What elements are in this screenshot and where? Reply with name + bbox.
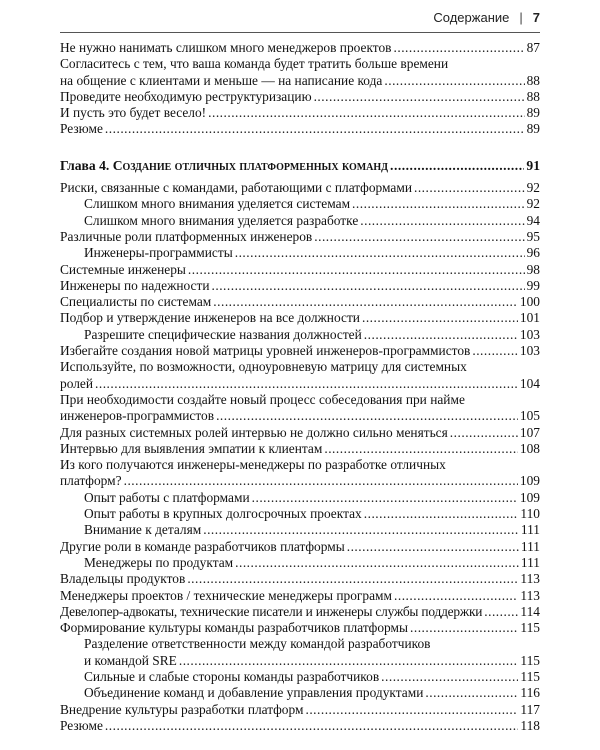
toc-subentry[interactable] [60,245,540,261]
dot-leader [394,588,518,604]
toc-entry-page: 103 [519,343,540,359]
toc-entry-title: Резюме [60,121,103,137]
toc-entry[interactable] [60,571,540,587]
table-of-contents [60,40,540,734]
dot-leader [347,539,519,555]
toc-entry-page: 99 [526,277,540,293]
toc-entry-page: 89 [526,121,540,137]
toc-entry-page: 104 [519,375,540,391]
toc-entry-title: Внимание к деталям [84,522,202,538]
toc-entry-page: 94 [526,212,540,228]
page-number: 7 [532,10,540,25]
toc-entry-title-line: Используйте, по возможности, одноуровневую матрицу для системных [60,359,467,375]
toc-entry-page: 115 [520,652,540,668]
toc-entry-title: Опыт работы в крупных долгосрочных проектах [84,506,362,522]
toc-subentry[interactable] [60,555,540,571]
toc-entry-title: платформ? [60,473,122,489]
toc-entry-title: Разрешите специфические названия должностей [84,326,362,342]
dot-leader [390,158,524,174]
toc-entry-title: Специалисты по системам [60,294,212,310]
dot-leader [213,294,518,310]
dot-leader [364,327,518,343]
toc-entry-page: 95 [526,228,540,244]
toc-entry-page: 92 [526,196,540,212]
toc-chapter-heading[interactable] [60,158,540,174]
toc-entry-page: 92 [526,180,540,196]
toc-entry-page: 111 [520,554,540,570]
dot-leader [364,506,519,522]
toc-entry-title: Сильные и слабые стороны команды разработчиков [84,668,380,684]
dot-leader [314,89,525,105]
toc-subentry[interactable] [60,327,540,343]
toc-entry-title: Слишком много внимания уделяется разработке [84,212,359,228]
toc-entry-title-line: При необходимости создайте новый процесс собеседования при найме [60,391,465,407]
toc-entry-page: 114 [520,603,540,619]
dot-leader [235,555,519,571]
dot-leader [105,121,525,137]
dot-leader [394,40,525,56]
toc-entry-page: 115 [520,668,540,684]
dot-leader [216,408,518,424]
dot-leader [410,620,518,636]
toc-entry-page: 110 [520,506,540,522]
toc-subentry[interactable] [60,196,540,212]
toc-entry-title: Менеджеры проектов / технические менеджеры программ [60,587,392,603]
dot-leader [305,702,518,718]
toc-entry-page: 101 [519,310,540,326]
dot-leader [414,180,525,196]
toc-entry-title: Внедрение культуры разработки платформ [60,701,304,717]
toc-entry-page: 100 [519,294,540,310]
dot-leader [179,653,519,669]
toc-entry-title: И пусть это будет весело! [60,105,207,121]
dot-leader [95,376,518,392]
toc-entry-page: 107 [519,424,540,440]
toc-entry-title: Менеджеры по продуктам [84,554,234,570]
toc-entry[interactable] [60,89,540,105]
toc-entry-page: 89 [526,105,540,121]
toc-subentry[interactable] [60,213,540,229]
toc-entry-title: Интервью для выявления эмпатии к клиентам [60,440,323,456]
toc-entry-page: 116 [520,685,540,701]
toc-subentry[interactable] [60,490,540,506]
toc-entry-title-line: Разделение ответственности между командой разработчиков [84,636,431,652]
dot-leader [362,310,518,326]
toc-entry[interactable] [60,539,540,555]
toc-entry-page: 87 [526,40,540,55]
toc-entry[interactable] [60,343,540,359]
toc-entry[interactable] [60,278,540,294]
toc-entry[interactable] [60,294,540,310]
toc-entry-page: 98 [526,261,540,277]
toc-entry[interactable] [60,105,540,121]
toc-entry-page: 96 [526,245,540,261]
chapter-label: Глава 4. [60,157,110,173]
dot-leader [203,522,519,538]
dot-leader [235,245,525,261]
dot-leader [212,278,525,294]
toc-entry-title: на общение с клиентами и меньше — на написание кода [60,72,383,88]
toc-entry-title: Проведите необходимую реструктуризацию [60,88,312,104]
toc-entry[interactable] [60,262,540,278]
toc-subentry[interactable] [60,636,540,669]
toc-entry-page: 117 [520,701,540,717]
toc-entry-page: 111 [520,522,540,538]
toc-entry-title: Резюме [60,717,103,733]
toc-entry-title: Объединение команд и добавление управления продуктами [84,685,424,701]
toc-subentry[interactable] [60,669,540,685]
toc-entry[interactable] [60,718,540,734]
toc-entry-title: Формирование культуры команды разработчиков платформы [60,620,409,636]
dot-leader [425,685,518,701]
toc-entry[interactable] [60,392,540,425]
toc-subentry[interactable] [60,522,540,538]
header-separator: | [519,10,523,25]
dot-leader [324,441,518,457]
dot-leader [360,213,524,229]
toc-entry[interactable] [60,229,540,245]
toc-entry-page: 113 [520,571,540,587]
toc-entry[interactable] [60,121,540,137]
running-header [433,10,540,25]
toc-entry[interactable] [60,425,540,441]
dot-leader [484,604,518,620]
toc-entry-page: 103 [519,326,540,342]
toc-entry[interactable] [60,604,540,620]
toc-entry-title-line: Согласитесь с тем, что ваша команда будет тратить больше времени [60,56,449,72]
toc-entry-page: 109 [519,473,540,489]
dot-leader [314,229,524,245]
toc-entry-title: Инженеры-программисты [84,245,233,261]
toc-subentry[interactable] [60,685,540,701]
toc-entry-title: Риски, связанные с командами, работающими с платформами [60,180,412,196]
toc-entry-page: 88 [526,88,540,104]
dot-leader [124,473,518,489]
toc-entry-title: Владельцы продуктов [60,571,186,587]
toc-entry-title: Другие роли в команде разработчиков платформы [60,538,345,554]
toc-entry-title: ролей [60,375,94,391]
toc-entry[interactable] [60,359,540,392]
dot-leader [208,105,524,121]
toc-entry-title: Слишком много внимания уделяется системам [84,196,351,212]
toc-entry-page: 88 [526,72,540,88]
toc-entry-page: 118 [520,717,540,733]
toc-entry[interactable] [60,441,540,457]
toc-entry[interactable] [60,588,540,604]
toc-entry-title: Для разных системных ролей интервью не должно сильно меняться [60,424,448,440]
toc-entry-title: Подбор и утверждение инженеров на все должности [60,310,360,326]
toc-entry-title: Избегайте создания новой матрицы уровней инженеров-программистов [60,343,471,359]
toc-entry[interactable] [60,40,540,56]
toc-entry[interactable] [60,310,540,326]
toc-entry-title: Различные роли платформенных инженеров [60,228,313,244]
toc-entry-title: Системные инженеры [60,261,186,277]
dot-leader [187,571,518,587]
chapter-title: Создание отличных платформенных команд [112,157,389,173]
dot-leader [450,425,518,441]
dot-leader [472,343,518,359]
toc-subentry[interactable] [60,506,540,522]
toc-entry-title-line: Из кого получаются инженеры-менеджеры по разработке отличных [60,457,446,473]
toc-entry[interactable] [60,56,540,89]
toc-entry-title: Девелопер-адвокаты, технические писатели и инженеры службы поддержки [60,603,483,619]
toc-entry-title: Инженеры по надежности [60,277,210,293]
toc-entry[interactable] [60,702,540,718]
toc-entry-title: инженеров-программистов [60,408,215,424]
toc-entry-title: и командой SRE [84,652,177,668]
toc-entry-page: 115 [520,620,540,636]
dot-leader [188,262,525,278]
toc-entry[interactable] [60,457,540,490]
toc-entry-title: Опыт работы с платформами [84,489,250,505]
dot-leader [384,73,524,89]
toc-entry-page: 91 [526,157,540,173]
section-title: Содержание [433,10,510,25]
toc-entry[interactable] [60,180,540,196]
dot-leader [105,718,518,734]
toc-entry-title: Не нужно нанимать слишком много менеджеров проектов [60,40,392,55]
toc-entry-page: 113 [520,587,540,603]
dot-leader [352,196,525,212]
toc-entry-page: 109 [519,489,540,505]
toc-entry-page: 105 [519,408,540,424]
dot-leader [381,669,518,685]
toc-entry[interactable] [60,620,540,636]
toc-entry-page: 108 [519,440,540,456]
header-rule [60,32,540,33]
toc-entry-page: 111 [520,538,540,554]
dot-leader [252,490,518,506]
